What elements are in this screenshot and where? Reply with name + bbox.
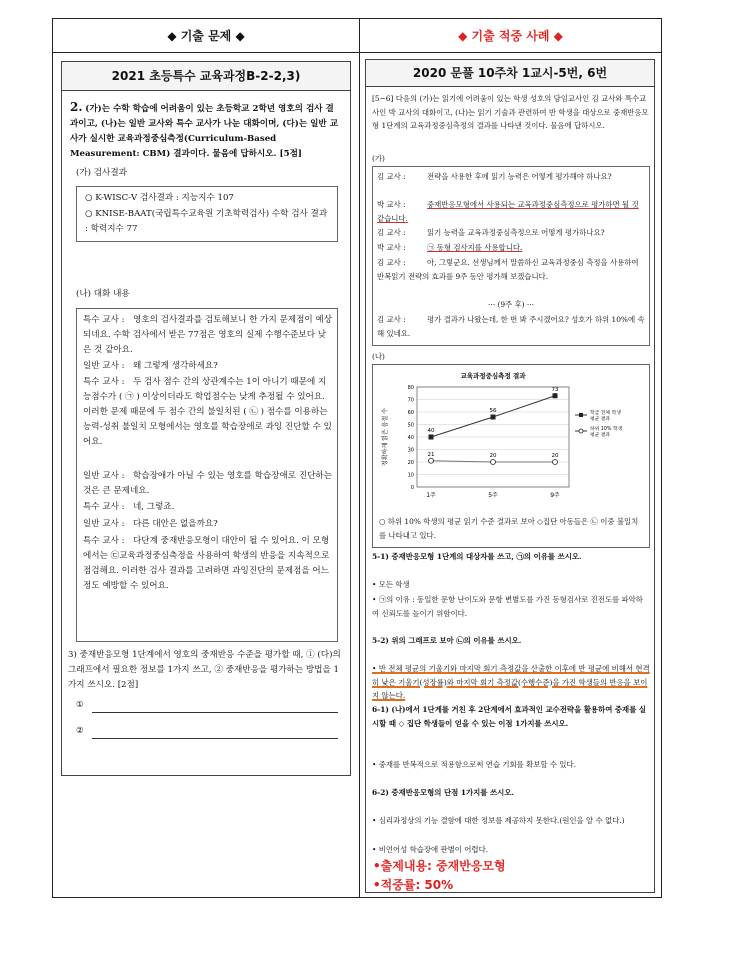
test-results-box (76, 186, 338, 242)
dialogue-line: 김 교사 : 아, 그렇군요. 선생님께서 말씀하신 교육과정중심 측정을 사용하여 반복읽기 전략의 효과를 9주 동안 평가해 보겠습니다. (377, 258, 639, 281)
right-section-b-label: (나) (372, 352, 385, 361)
legend-label: 하위 10% 학생 (590, 427, 623, 432)
legend-label: 평균 결과 (590, 417, 611, 422)
question-5-2: 5-2) 위의 그래프로 보아 ㉡의 이유를 쓰시오. (372, 636, 522, 645)
data-point (429, 435, 434, 440)
legend-label: 학급 전체 학생 (590, 411, 621, 416)
right-column-header: ◆ 기출 적중 사례 ◆ (360, 19, 661, 53)
test-result-1: ○ K-WISC-Ⅴ 검사결과 : 지능지수 107 (85, 193, 234, 203)
question-5-1: 5-1) 중재반응모형 1단계의 대상자를 쓰고, ㉠의 이유를 쓰시오. (372, 552, 582, 561)
result-rate: •적중률: 50% (373, 878, 454, 892)
line-chart (373, 365, 649, 515)
y-tick-label: 10 (407, 472, 414, 479)
legend-marker (579, 413, 583, 417)
y-tick-label: 30 (407, 447, 414, 454)
answer-1-label: ① (76, 700, 84, 710)
chart-title: 교육과정중심측정 결과 (460, 372, 526, 380)
question-6-2: 6-2) 중재반응모형의 단점 1가지를 쓰시오. (372, 788, 514, 797)
answer-1-line (92, 712, 338, 713)
left-panel-title: 2021 초등특수 교육과정B-2-2,3) (62, 62, 350, 91)
dialogue-line: 일반 교사 : 왜 그렇게 생각하세요? (83, 361, 218, 371)
dialogue-line: 특수 교사 : 영호의 검사결과를 검토해보니 한 가지 문제점이 예상되네요. 수학 검사에서 받은 77점은 영호의 실제 수행수준보다 낮은 것 같아요. (83, 315, 333, 355)
data-label: 56 (489, 408, 497, 414)
x-tick-label: 5주 (488, 492, 498, 499)
subquestion-3: 3) 중재반응모형 1단계에서 영호의 중재반응 수준을 평가할 때, ① (다)의 그래프에서 필요한 정보를 1가지 쓰고, ② 중재반응을 평가하는 방법을 1가지 쓰시오. [2점] (68, 650, 341, 690)
y-tick-label: 70 (407, 397, 414, 404)
answer-5-1-a: • 모든 학생 (372, 580, 410, 589)
data-label: 20 (551, 453, 559, 459)
answer-6-2-a: • 심리과정상의 기능 결함에 대한 정보를 제공하지 못한다.(원인을 알 수 없다.) (372, 816, 625, 825)
answer-2-line (92, 738, 338, 739)
y-tick-label: 0 (410, 485, 414, 491)
question-text (70, 100, 342, 162)
dialogue-line: 김 교사 : 평가 결과가 나왔는데, 한 번 봐 주시겠어요? 성호가 하위 10%에 속해 있네요. (377, 315, 645, 338)
y-tick-label: 20 (407, 460, 414, 466)
dialogue-line: ··· (9주 후) ··· (488, 300, 534, 309)
dialogue-line: 박 교사 : ㉠ 동형 검사지를 사용합니다. (377, 243, 523, 252)
left-column-header: ◆ 기출 문제 ◆ (53, 19, 359, 53)
data-label: 73 (551, 386, 559, 393)
section-a-label: (가) 검사결과 (76, 168, 127, 178)
chart-box (372, 364, 650, 548)
dialogue-line: 박 교사 : 중재반응모형에서 사용되는 교육과정중심측정으로 평가하면 될 것 같습니다. (377, 200, 639, 223)
y-axis-label: 정확하게 읽은 음절 수 (382, 408, 389, 466)
test-result-2: ○ KNISE-BAAT(국립특수교육원 기초학력검사) 수학 검사 결과 : 학력지수 77 (85, 209, 328, 234)
answer-5-1-b: • ㉠의 이유 : 동일한 문항 난이도와 문항 변별도를 가진 동형검사로 진전도를 파악하여 신뢰도를 높이기 위함이다. (372, 595, 643, 618)
data-point (491, 415, 496, 420)
right-dialogue-box (372, 166, 650, 346)
answer-2-label: ② (76, 726, 84, 736)
answer-5-2: • 반 전체 평균의 기울기와 마지막 회기 측정값을 산출한 이후에 반 평균에 비해서 현격히 낮은 기울기(성장률)와 마지막 회기 측정값(수행수준)을 가진 학생들의 반응을 보이지 않는다. (372, 664, 650, 701)
question-body: (가)는 수학 학습에 어려움이 있는 초등학교 2학년 영호의 검사 결과이고, (나)는 일반 교사와 특수 교사가 나눈 대화이며, (다)는 일반 교사가 실시한 교육과정중심측정(Curriculum-Based Measurement: CBM) 결과이다. 물음에 답하시오. [5점] (70, 104, 339, 159)
y-tick-label: 50 (407, 422, 414, 429)
page-frame (52, 18, 662, 898)
data-point (553, 393, 558, 398)
data-point (429, 458, 434, 463)
column-divider (359, 19, 360, 897)
dialogue-line: 김 교사 : 전략을 사용한 후에 읽기 능력은 어떻게 평가해야 하나요? (377, 172, 612, 181)
data-label: 21 (427, 451, 435, 458)
dialogue-line: 김 교사 : 읽기 능력을 교육과정중심측정으로 어떻게 평가하나요? (377, 228, 605, 237)
right-panel-title: 2020 문풀 10주차 1교시-5번, 6번 (366, 60, 654, 87)
y-tick-label: 40 (407, 435, 414, 441)
data-label: 40 (427, 428, 435, 434)
right-section-a-label: (가) (372, 154, 385, 163)
chart-caption: ○ 하위 10% 학생의 평균 읽기 수준 결과로 보아 ◇집단 아동들은 ㉡ 이중 불일치를 나타내고 있다. (379, 517, 639, 540)
question-number: 2. (70, 100, 83, 114)
right-match-panel (365, 59, 655, 893)
dialogue-line: 일반 교사 : 다른 대안은 없을까요? (83, 519, 218, 529)
dialogue-line: 일반 교사 : 학습장애가 아닐 수 있는 영호를 학습장애로 진단하는 것은 큰 문제네요. (83, 471, 333, 496)
intro-text: [5~6] 다음의 (가)는 읽기에 어려움이 있는 학생 성호의 담임교사인 김 교사와 특수교사인 박 교사의 대화이고, (나)는 읽기 기술과 관련하여 반 학생을 대상으로 중재반응모형 1단계의 교육과정중심측정의 결과를 나타낸 것이다. 물음에 답하시오. (372, 94, 649, 131)
y-tick-label: 80 (407, 385, 414, 391)
dialogue-box (76, 308, 338, 642)
x-tick-label: 9주 (550, 492, 560, 499)
dialogue-line: 특수 교사 : 네, 그렇죠. (83, 502, 175, 512)
left-question-panel (61, 61, 351, 776)
answer-6-1: • 중재를 반복적으로 적용함으로써 연습 기회를 확보할 수 있다. (372, 760, 576, 769)
x-tick-label: 1주 (426, 492, 436, 499)
section-b-label: (나) 대화 내용 (76, 289, 130, 299)
legend-label: 평균 결과 (590, 433, 611, 438)
dialogue-line: 특수 교사 : 다단계 중재반응모형이 대안이 될 수 있어요. 이 모형에서는 ㉢교육과정중심측정을 사용하여 학생의 반응을 지속적으로 점검해요. 이러한 검사 결과를 고려하면 과잉진단의 문제점을 어느 정도 예방할 수 있어요. (83, 536, 330, 591)
legend-marker (579, 429, 583, 433)
y-tick-label: 60 (407, 410, 414, 416)
result-content: •출제내용: 중재반응모형 (373, 859, 506, 873)
data-point (553, 460, 558, 465)
question-6-1: 6-1) (나)에서 1단계를 거친 후 2단계에서 효과적인 교수전략을 활용하여 중재를 실시할 때 ◇ 집단 학생들이 얻을 수 있는 이점 1가지를 쓰시오. (372, 705, 647, 728)
data-point (491, 460, 496, 465)
data-label: 20 (489, 453, 497, 459)
answer-6-2-b: • 비언어성 학습장애 판별이 어렵다. (372, 845, 489, 854)
dialogue-line: 특수 교사 : 두 검사 점수 간의 상관계수는 1이 아니기 때문에 지능점수가 ( ㉠ ) 이상이더라도 학업점수는 낮게 추정될 수 있어요. 이러한 문제 때문에 두 점수 간의 불일치된 ( ㉡ ) 점수를 이용하는 능력-성취 불일치 모형에서는 영호를 학습장애로 과잉 진단할 수 있어요. (83, 377, 332, 447)
